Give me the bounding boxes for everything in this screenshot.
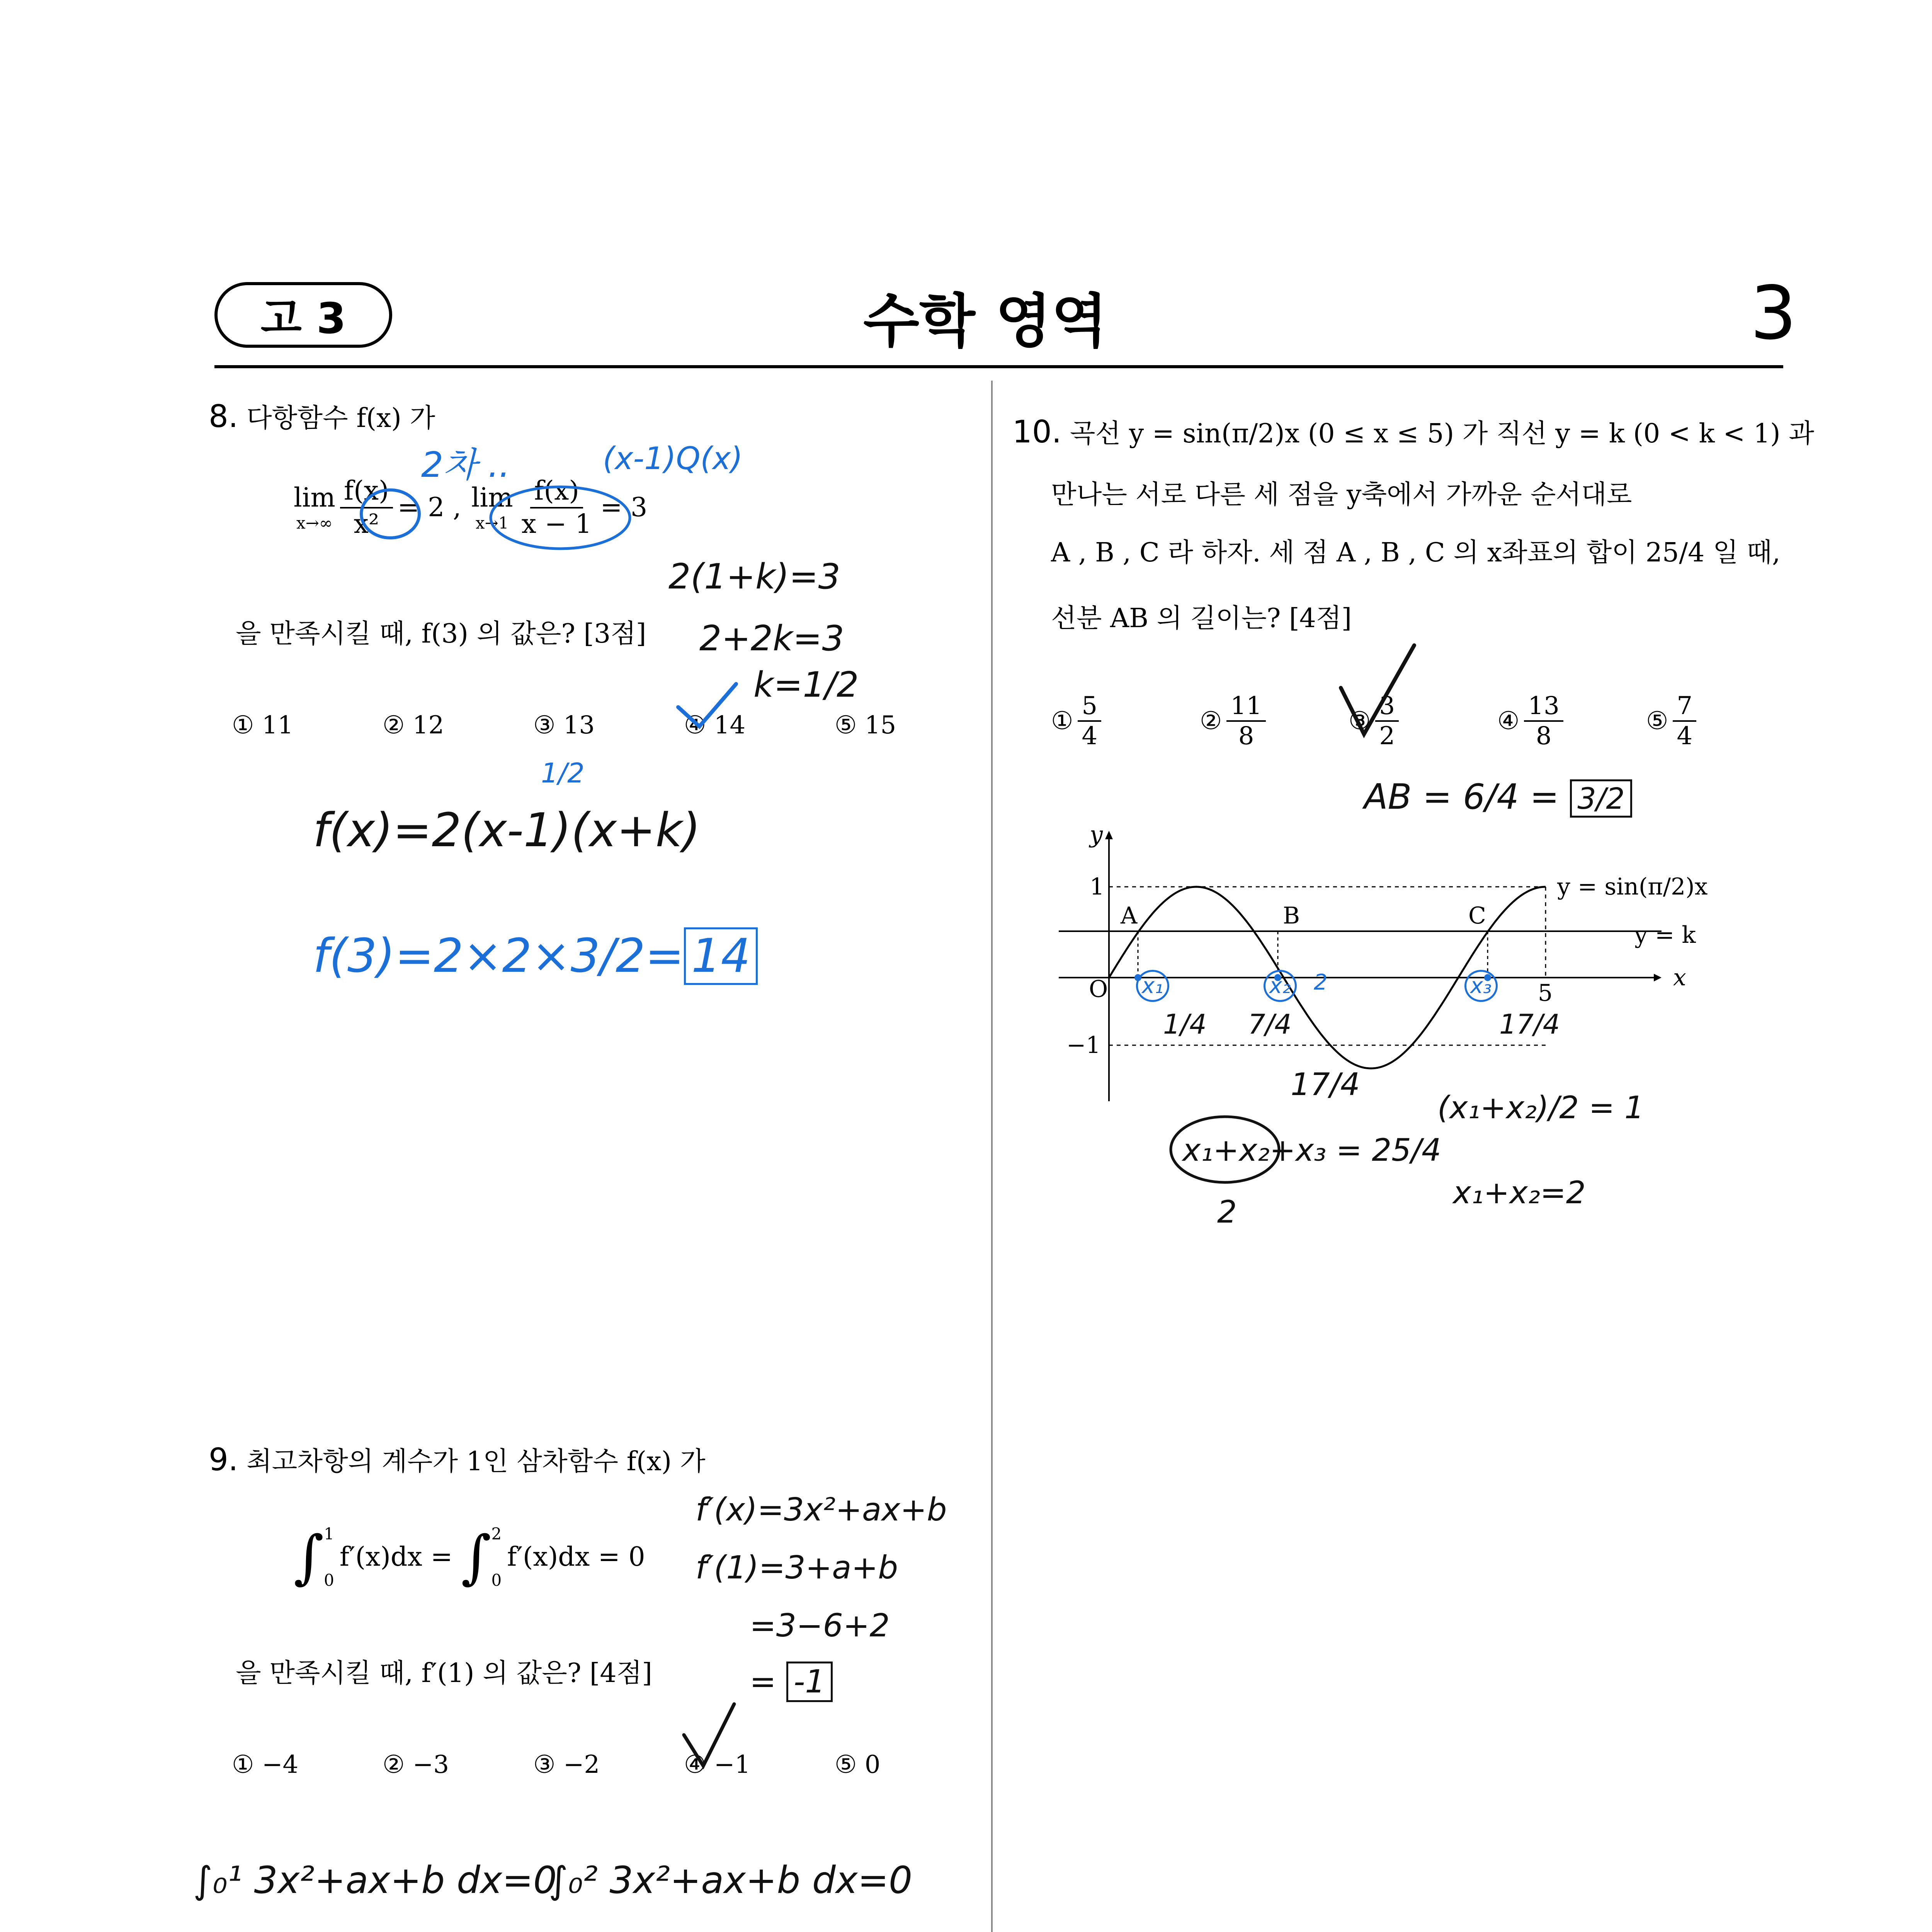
q8-hw-note2: (x-1)Q(x) — [603, 440, 743, 476]
q10-hw-ab-text: AB = 6/4 = — [1364, 777, 1559, 817]
sum-circle — [1167, 1113, 1283, 1186]
q8-hw-note5: k=1/2 — [753, 665, 859, 705]
grade-badge: 고 3 — [214, 282, 392, 348]
column-divider — [991, 381, 993, 1932]
graph-point-a: A — [1121, 902, 1138, 929]
graph-line-label: y = k — [1634, 922, 1696, 949]
q10-hw-sum-two: 2 — [1217, 1194, 1237, 1230]
q8-choice-3[interactable]: ③ 13 — [533, 711, 595, 740]
q9-int1-lower: 0 — [324, 1570, 334, 1590]
q9-int1-upper: 1 — [324, 1524, 334, 1543]
q10-choice-3-num: 3 — [1375, 692, 1399, 722]
check-icon — [680, 1700, 738, 1770]
q9-choice-2[interactable]: ② −3 — [383, 1750, 449, 1779]
q9-question: 을 만족시킬 때, f′(1) 의 값은? [4점] — [236, 1658, 652, 1689]
q9-choices — [232, 1750, 951, 1779]
q8-frac2-den: x − 1 — [521, 509, 592, 539]
q8-stem: 다항함수 f(x) 가 — [246, 403, 435, 434]
q10-line3: A , B , C 라 하자. 세 점 A , B , C 의 x좌표의 합이 25/4 일 때, — [1051, 537, 1781, 568]
q9-choice-4[interactable]: ④ −1 — [684, 1750, 751, 1779]
q10-hw-avg: (x₁+x₂)/2 = 1 — [1437, 1090, 1644, 1126]
q8-question: 을 만족시킬 때, f(3) 의 값은? [3점] — [236, 619, 646, 649]
q9-int2-lower: 0 — [491, 1570, 502, 1590]
q10-choice-4[interactable] — [1497, 692, 1646, 750]
q10-choice-1-num: 5 — [1078, 692, 1101, 722]
q9-stem: 최고차항의 계수가 1인 삼차함수 f(x) 가 — [246, 1446, 706, 1477]
q8-choices — [232, 711, 951, 740]
q8-frac1-num: f(x) — [340, 475, 393, 509]
q9-hw-r2: f′(1)=3+a+b — [696, 1549, 898, 1586]
q10-choice-4-num: 13 — [1524, 692, 1563, 722]
sine-graph — [1043, 811, 1739, 1121]
q10-choice-4-den: 8 — [1536, 722, 1552, 750]
page-title: 수학 영역 — [863, 288, 1107, 355]
q9-hw-r1: f′(x)=3x²+ax+b — [696, 1492, 947, 1528]
graph-curve-label: y = sin(π/2)x — [1557, 873, 1708, 900]
q8-choice-2[interactable]: ② 12 — [383, 711, 444, 740]
graph-x-label: x — [1673, 964, 1686, 991]
q8-lim-word: lim — [294, 482, 335, 513]
q9-int-sym-2: ∫ — [461, 1524, 492, 1591]
q10-line2: 만나는 서로 다른 세 점을 y축에서 가까운 순서대로 — [1051, 480, 1632, 510]
q8-hw-note3: 2(1+k)=3 — [668, 556, 840, 597]
q8-frac1-den: x² — [354, 509, 379, 539]
q10-line4: 선분 AB 의 길이는? [4점] — [1051, 603, 1352, 634]
graph-point-b: B — [1283, 902, 1300, 929]
q10-choice-4-mark: ④ — [1497, 707, 1520, 735]
graph-y-label: y — [1090, 821, 1103, 848]
q8-hw-line1-k: 1/2 — [541, 757, 585, 789]
q8-lim-word-2: lim — [471, 482, 513, 513]
q10-choice-5[interactable] — [1646, 692, 1762, 750]
q9-hw-r4-eq: = — [750, 1663, 776, 1700]
q9-hw-r3: =3−6+2 — [750, 1607, 890, 1644]
q10-choice-5-mark: ⑤ — [1646, 707, 1668, 735]
q9-stem-line — [209, 1441, 706, 1478]
q8-stem-line — [209, 398, 435, 435]
q10-line1 — [1012, 413, 1814, 451]
q9-hw-m1: ∫₀² 3x²+ax+b dx=0 — [549, 1859, 913, 1902]
q8-hw-line1: f(x)=2(x-1)(x+k) — [313, 804, 701, 857]
q10-hw-x1: x₁ — [1136, 970, 1169, 1002]
q10-number: 10. — [1012, 414, 1062, 450]
graph-point-c: C — [1468, 902, 1486, 929]
check-icon — [1337, 641, 1422, 742]
q8-circle-annotation — [348, 483, 433, 545]
q10-choice-2[interactable] — [1200, 692, 1349, 750]
q10-choice-2-mark: ② — [1200, 707, 1222, 735]
q8-frac2-val: = 3 — [600, 492, 648, 523]
graph-origin-label: O — [1089, 976, 1108, 1003]
q8-hw-note1: 2차 .. — [421, 445, 510, 485]
q9-int-sym-1: ∫ — [294, 1524, 324, 1591]
q8-choice-5[interactable]: ⑤ 15 — [835, 711, 896, 740]
q10-choice-2-den: 8 — [1238, 722, 1254, 750]
page-number: 3 — [1750, 270, 1797, 356]
q8-number: 8. — [209, 398, 238, 434]
q8-choice-1[interactable]: ① 11 — [232, 711, 294, 740]
header-rule — [214, 365, 1783, 368]
q10-hw-b-mark: 2 — [1314, 970, 1328, 995]
q10-choice-3-den: 2 — [1379, 722, 1395, 750]
q10-choice-1-mark: ① — [1051, 707, 1073, 735]
q10-hw-x2: x₂ — [1264, 970, 1297, 1002]
q10-line1-text: 곡선 y = sin(π/2)x (0 ≤ x ≤ 5) 가 직선 y = k (0 < k < 1) 과 — [1070, 418, 1815, 449]
q10-hw-seventeen-mark: 17/4 — [1499, 1009, 1560, 1040]
q8-lim2-sub: x→1 — [475, 514, 509, 533]
q9-number: 9. — [209, 1442, 238, 1478]
q10-hw-seventeen: 17/4 — [1291, 1066, 1360, 1102]
graph-tick-1: 1 — [1090, 873, 1105, 900]
q9-hw-r4-ans: -1 — [786, 1662, 833, 1702]
graph-tick-neg1: −1 — [1066, 1032, 1101, 1059]
q10-choice-2-num: 11 — [1226, 692, 1265, 722]
q10-hw-x3: x₃ — [1464, 970, 1498, 1002]
q9-choice-1[interactable]: ① −4 — [232, 1750, 299, 1779]
q10-choice-1-den: 4 — [1082, 722, 1098, 750]
q9-choice-5[interactable]: ⑤ 0 — [835, 1750, 881, 1779]
q10-hw-ab-answer: 3/2 — [1570, 779, 1632, 818]
q10-hw-sum: x₁+x₂+x₃ = 25/4 — [1182, 1132, 1441, 1168]
q10-choice-3-mark: ③ — [1349, 707, 1371, 735]
q9-choice-3[interactable]: ③ −2 — [533, 1750, 600, 1779]
q10-hw-quarter: 1/4 — [1163, 1009, 1207, 1040]
q8-hw-note4: 2+2k=3 — [699, 618, 844, 659]
q9-int2-upper: 2 — [491, 1524, 502, 1543]
graph-tick-5: 5 — [1538, 980, 1553, 1007]
q8-hw-line2 — [313, 927, 758, 985]
q8-choice-4[interactable]: ④ 14 — [684, 711, 746, 740]
q8-hw-line2-text: f(3)=2×2×3/2= — [313, 929, 684, 983]
check-icon — [672, 680, 742, 734]
q10-hw-seven: 7/4 — [1248, 1009, 1292, 1040]
q10-choice-5-den: 4 — [1677, 722, 1693, 750]
q8-circle-annotation-2 — [483, 475, 648, 560]
q9-integral-condition — [294, 1522, 645, 1592]
q9-int2-body: f′(x)dx = 0 — [507, 1542, 645, 1573]
q8-frac1-val: = 2 , — [397, 492, 461, 523]
q9-hw-r4 — [750, 1662, 833, 1702]
q9-int1-body: f′(x)dx = — [339, 1542, 453, 1573]
q10-choice-5-num: 7 — [1673, 692, 1696, 722]
q10-hw-avg-res: x₁+x₂=2 — [1453, 1175, 1586, 1211]
q8-lim1-sub: x→∞ — [296, 514, 333, 533]
q8-hw-answer: 14 — [684, 927, 758, 985]
q9-hw-l1: ∫₀¹ 3x²+ax+b dx=0 — [193, 1859, 557, 1902]
q8-frac2-num: f(x) — [530, 475, 583, 509]
q10-choice-1[interactable] — [1051, 692, 1200, 750]
